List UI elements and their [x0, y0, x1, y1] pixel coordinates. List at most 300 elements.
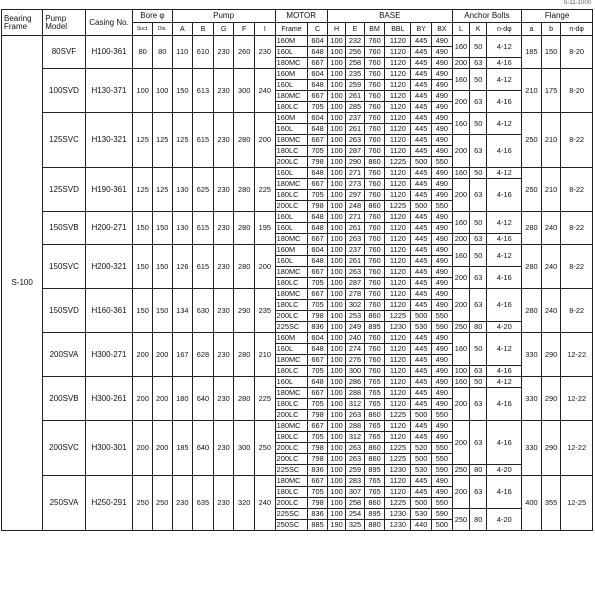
base-bm-cell: 760	[364, 234, 385, 245]
base-e-cell: 287	[346, 146, 364, 157]
base-bbl-cell: 1230	[385, 322, 411, 333]
bore-dis-cell: 80	[152, 36, 172, 69]
anchor-l-cell: 160	[452, 377, 469, 388]
base-bm-cell: 765	[364, 476, 385, 487]
base-by-cell: 445	[411, 91, 432, 102]
base-e-cell: 258	[346, 498, 364, 509]
base-bx-cell: 490	[432, 179, 453, 190]
base-e-cell: 263	[346, 410, 364, 421]
motor-frame-cell: 160L	[275, 223, 308, 234]
motor-frame-cell: 180MC	[275, 421, 308, 432]
flange-nd-cell: 8-20	[561, 69, 593, 113]
base-by-cell: 445	[411, 432, 432, 443]
bore-suct-cell: 80	[133, 36, 153, 69]
base-bx-cell: 490	[432, 432, 453, 443]
casing-no-cell: H160-361	[85, 289, 133, 333]
motor-frame-cell: 160M	[275, 245, 308, 256]
base-bbl-cell: 1225	[385, 498, 411, 509]
motor-frame-cell: 180LC	[275, 487, 308, 498]
motor-c-cell: 705	[308, 487, 328, 498]
base-bm-cell: 760	[364, 190, 385, 201]
base-e-cell: 271	[346, 168, 364, 179]
pump-g-cell: 230	[213, 289, 234, 333]
motor-c-cell: 667	[308, 234, 328, 245]
base-e-cell: 273	[346, 179, 364, 190]
anchor-nd-cell: 4-16	[487, 91, 522, 113]
bore-dis-cell: 250	[152, 476, 172, 531]
base-e-cell: 286	[346, 377, 364, 388]
base-bx-cell: 490	[432, 267, 453, 278]
anchor-nd-cell: 4-16	[487, 135, 522, 168]
base-by-cell: 445	[411, 190, 432, 201]
base-bbl-cell: 1120	[385, 69, 411, 80]
motor-frame-cell: 160M	[275, 36, 308, 47]
motor-frame-cell: 180MC	[275, 355, 308, 366]
base-by-cell: 500	[411, 201, 432, 212]
base-by-cell: 445	[411, 267, 432, 278]
base-bbl-cell: 1120	[385, 91, 411, 102]
base-bx-cell: 550	[432, 443, 453, 454]
casing-no-cell: H130-371	[85, 69, 133, 113]
base-bx-cell: 490	[432, 47, 453, 58]
motor-c-cell: 648	[308, 377, 328, 388]
table-row	[2, 113, 593, 124]
casing-no-cell: H300-261	[85, 377, 133, 421]
motor-c-cell: 648	[308, 47, 328, 58]
flange-b-subheader: b	[541, 23, 561, 36]
base-bbl-cell: 1225	[385, 443, 411, 454]
pump-g-subheader: G	[213, 23, 234, 36]
motor-frame-cell: 180LC	[275, 366, 308, 377]
bore-suct-cell: 250	[133, 476, 153, 531]
casing-no-cell: H100-361	[85, 36, 133, 69]
base-h-cell: 100	[327, 322, 345, 333]
base-by-cell: 445	[411, 355, 432, 366]
base-bm-cell: 760	[364, 69, 385, 80]
base-bbl-cell: 1120	[385, 245, 411, 256]
base-bbl-cell: 1120	[385, 36, 411, 47]
base-h-cell: 100	[327, 487, 345, 498]
pump-model-cell: 200SVC	[43, 421, 85, 476]
motor-c-cell: 798	[308, 201, 328, 212]
base-bm-cell: 765	[364, 399, 385, 410]
base-by-cell: 445	[411, 366, 432, 377]
pump-g-cell: 230	[213, 245, 234, 289]
motor-c-cell: 648	[308, 124, 328, 135]
pump-b-cell: 640	[193, 377, 214, 421]
base-h-cell: 100	[327, 410, 345, 421]
base-by-cell: 445	[411, 377, 432, 388]
base-e-cell: 271	[346, 212, 364, 223]
base-bx-cell: 490	[432, 36, 453, 47]
base-h-cell: 100	[327, 399, 345, 410]
base-bx-cell: 590	[432, 465, 453, 476]
base-h-cell: 100	[327, 289, 345, 300]
motor-frame-cell: 200LC	[275, 498, 308, 509]
bore-suct-cell: 100	[133, 69, 153, 113]
motor-c-cell: 667	[308, 267, 328, 278]
base-h-cell: 100	[327, 465, 345, 476]
flange-b-cell: 240	[541, 289, 561, 333]
base-bbl-cell: 1120	[385, 333, 411, 344]
base-e-cell: 287	[346, 278, 364, 289]
motor-frame-cell: 200LC	[275, 311, 308, 322]
anchor-nd-cell: 4-16	[487, 421, 522, 465]
motor-frame-cell: 160M	[275, 69, 308, 80]
flange-nd-cell: 8-22	[561, 113, 593, 168]
table-row	[2, 333, 593, 344]
bore-dis-cell: 150	[152, 245, 172, 289]
pump-b-cell: 615	[193, 245, 214, 289]
base-bbl-cell: 1120	[385, 289, 411, 300]
anchor-k-cell: 50	[470, 333, 487, 366]
flange-nd-cell: 8-22	[561, 245, 593, 289]
base-e-cell: 261	[346, 223, 364, 234]
motor-c-cell: 648	[308, 256, 328, 267]
base-e-cell: 263	[346, 443, 364, 454]
anchor-l-cell: 160	[452, 69, 469, 91]
base-bx-cell: 490	[432, 135, 453, 146]
anchor-nd-subheader: n-dφ	[487, 23, 522, 36]
pump-a-cell: 167	[172, 333, 193, 377]
base-bbl-cell: 1120	[385, 421, 411, 432]
flange-b-cell: 290	[541, 377, 561, 421]
motor-frame-cell: 180MC	[275, 388, 308, 399]
base-bm-cell: 860	[364, 498, 385, 509]
pump-i-cell: 200	[255, 245, 276, 289]
pump-g-cell: 230	[213, 333, 234, 377]
motor-c-subheader: C	[308, 23, 328, 36]
pump-a-cell: 126	[172, 245, 193, 289]
base-by-cell: 445	[411, 80, 432, 91]
dimension-table	[1, 9, 593, 531]
motor-frame-cell: 180MC	[275, 135, 308, 146]
base-header: BASE	[327, 10, 452, 23]
motor-frame-cell: 160L	[275, 212, 308, 223]
anchor-k-cell: 63	[470, 91, 487, 113]
anchor-nd-cell: 4-12	[487, 113, 522, 135]
flange-b-cell: 290	[541, 421, 561, 476]
anchor-l-cell: 200	[452, 421, 469, 465]
base-by-cell: 445	[411, 135, 432, 146]
base-bm-cell: 760	[364, 135, 385, 146]
anchor-l-cell: 250	[452, 322, 469, 333]
base-by-cell: 445	[411, 476, 432, 487]
anchor-k-cell: 50	[470, 36, 487, 58]
dis-subheader: Dis.	[152, 23, 172, 36]
pump-b-cell: 613	[193, 69, 214, 113]
base-bbl-cell: 1120	[385, 234, 411, 245]
anchor-k-cell: 63	[470, 476, 487, 509]
pump-i-cell: 195	[255, 212, 276, 245]
base-h-cell: 100	[327, 80, 345, 91]
anchor-nd-cell: 4-16	[487, 179, 522, 212]
base-e-cell: 263	[346, 135, 364, 146]
anchor-k-cell: 80	[470, 465, 487, 476]
casing-no-cell: H200-271	[85, 212, 133, 245]
motor-frame-cell: 180MC	[275, 58, 308, 69]
anchor-nd-cell: 4-16	[487, 476, 522, 509]
base-e-cell: 300	[346, 366, 364, 377]
base-bbl-cell: 1225	[385, 454, 411, 465]
base-bx-cell: 550	[432, 410, 453, 421]
base-bm-cell: 760	[364, 102, 385, 113]
base-bm-cell: 860	[364, 157, 385, 168]
base-bx-cell: 490	[432, 212, 453, 223]
pump-g-cell: 230	[213, 113, 234, 168]
base-bm-cell: 760	[364, 355, 385, 366]
base-h-cell: 100	[327, 157, 345, 168]
pump-f-cell: 280	[234, 377, 255, 421]
anchor-nd-cell: 4-12	[487, 36, 522, 58]
base-bx-cell: 490	[432, 58, 453, 69]
motor-frame-cell: 225SC	[275, 509, 308, 520]
base-bm-cell: 880	[364, 520, 385, 531]
base-by-cell: 445	[411, 124, 432, 135]
anchor-l-cell: 200	[452, 234, 469, 245]
base-h-cell: 100	[327, 256, 345, 267]
suct-subheader: Suct.	[133, 23, 153, 36]
anchor-k-cell: 50	[470, 69, 487, 91]
base-h-cell: 100	[327, 443, 345, 454]
pump-a-cell: 134	[172, 289, 193, 333]
anchor-k-cell: 63	[470, 179, 487, 212]
pump-model-cell: 125SVD	[43, 168, 85, 212]
casing-no-cell: H130-321	[85, 113, 133, 168]
motor-frame-cell: 180LC	[275, 399, 308, 410]
base-e-cell: 259	[346, 465, 364, 476]
motor-frame-cell: 180LC	[275, 300, 308, 311]
anchor-nd-cell: 4-12	[487, 69, 522, 91]
pump-i-cell: 250	[255, 421, 276, 476]
flange-b-cell: 240	[541, 245, 561, 289]
pump-b-cell: 635	[193, 476, 214, 531]
base-by-cell: 445	[411, 146, 432, 157]
casing-no-cell: H300-271	[85, 333, 133, 377]
base-bbl-cell: 1230	[385, 509, 411, 520]
base-bm-cell: 760	[364, 267, 385, 278]
bore-suct-cell: 150	[133, 245, 153, 289]
motor-header: MOTOR	[275, 10, 327, 23]
base-bbl-cell: 1120	[385, 278, 411, 289]
base-bbl-cell: 1120	[385, 476, 411, 487]
anchor-k-cell: 63	[470, 58, 487, 69]
motor-c-cell: 705	[308, 102, 328, 113]
pump-g-cell: 230	[213, 421, 234, 476]
pump-f-cell: 260	[234, 36, 255, 69]
base-bx-cell: 550	[432, 454, 453, 465]
flange-a-cell: 210	[522, 69, 542, 113]
flange-a-cell: 330	[522, 333, 542, 377]
base-bm-cell: 760	[364, 278, 385, 289]
base-by-cell: 445	[411, 289, 432, 300]
flange-a-cell: 400	[522, 476, 542, 531]
base-bbl-cell: 1120	[385, 399, 411, 410]
anchor-nd-cell: 4-20	[487, 322, 522, 333]
table-row	[2, 212, 593, 223]
base-bbl-cell: 1120	[385, 267, 411, 278]
bore-suct-cell: 200	[133, 421, 153, 476]
base-h-cell: 100	[327, 179, 345, 190]
anchor-k-cell: 50	[470, 168, 487, 179]
base-bm-cell: 760	[364, 91, 385, 102]
base-bbl-cell: 1120	[385, 102, 411, 113]
flange-a-subheader: a	[522, 23, 542, 36]
pump-model-cell: 250SVA	[43, 476, 85, 531]
pump-b-cell: 640	[193, 421, 214, 476]
motor-frame-cell: 160L	[275, 344, 308, 355]
base-bm-cell: 860	[364, 454, 385, 465]
casing-no-cell: H190-361	[85, 168, 133, 212]
motor-frame-cell: 160L	[275, 47, 308, 58]
flange-nd-cell: 8-22	[561, 289, 593, 333]
motor-c-cell: 648	[308, 168, 328, 179]
base-by-cell: 445	[411, 333, 432, 344]
motor-c-cell: 798	[308, 157, 328, 168]
motor-c-cell: 798	[308, 410, 328, 421]
base-bx-cell: 490	[432, 366, 453, 377]
base-e-cell: 240	[346, 333, 364, 344]
pump-i-cell: 240	[255, 69, 276, 113]
base-h-cell: 100	[327, 124, 345, 135]
anchor-nd-cell: 4-16	[487, 366, 522, 377]
motor-frame-cell: 180MC	[275, 267, 308, 278]
motor-c-cell: 705	[308, 190, 328, 201]
motor-c-cell: 648	[308, 212, 328, 223]
base-bbl-cell: 1225	[385, 201, 411, 212]
pump-b-cell: 625	[193, 168, 214, 212]
pump-g-cell: 230	[213, 168, 234, 212]
flange-b-cell: 290	[541, 333, 561, 377]
motor-c-cell: 667	[308, 289, 328, 300]
base-bbl-cell: 1225	[385, 311, 411, 322]
base-h-cell: 100	[327, 201, 345, 212]
motor-frame-cell: 160L	[275, 168, 308, 179]
motor-c-cell: 667	[308, 91, 328, 102]
base-by-cell: 500	[411, 311, 432, 322]
base-h-cell: 100	[327, 311, 345, 322]
base-by-cell: 500	[411, 498, 432, 509]
table-row	[2, 421, 593, 432]
base-e-cell: 312	[346, 399, 364, 410]
base-h-cell: 100	[327, 432, 345, 443]
base-bm-cell: 765	[364, 421, 385, 432]
base-by-cell: 445	[411, 256, 432, 267]
flange-b-cell: 150	[541, 36, 561, 69]
base-bbl-cell: 1120	[385, 344, 411, 355]
base-h-cell: 100	[327, 245, 345, 256]
base-bbl-cell: 1120	[385, 168, 411, 179]
motor-c-cell: 648	[308, 344, 328, 355]
base-e-cell: 278	[346, 289, 364, 300]
anchor-l-cell: 100	[452, 366, 469, 377]
base-bbl-cell: 1120	[385, 58, 411, 69]
bore-dis-cell: 200	[152, 421, 172, 476]
base-h-cell: 100	[327, 355, 345, 366]
motor-frame-cell: 180MC	[275, 289, 308, 300]
corner-text: S-11-1000	[563, 0, 591, 6]
base-bbl-cell: 1120	[385, 377, 411, 388]
anchor-nd-cell: 4-16	[487, 289, 522, 322]
anchor-l-cell: 250	[452, 509, 469, 531]
pump-a-cell: 110	[172, 36, 193, 69]
base-e-cell: 297	[346, 190, 364, 201]
base-bm-cell: 765	[364, 388, 385, 399]
table-row	[2, 289, 593, 300]
base-bx-cell: 490	[432, 289, 453, 300]
pump-model-header: Pump Model	[43, 10, 85, 36]
anchor-l-cell: 160	[452, 36, 469, 58]
bore-dis-cell: 200	[152, 333, 172, 377]
pump-model-cell: 80SVF	[43, 36, 85, 69]
base-by-cell: 445	[411, 388, 432, 399]
base-by-subheader: BY	[411, 23, 432, 36]
pump-i-cell: 225	[255, 377, 276, 421]
flange-b-cell: 175	[541, 69, 561, 113]
bore-header: Bore φ	[133, 10, 172, 23]
base-bm-cell: 895	[364, 465, 385, 476]
base-bx-cell: 490	[432, 146, 453, 157]
base-h-cell: 100	[327, 146, 345, 157]
flange-nd-cell: 8-22	[561, 212, 593, 245]
motor-frame-cell: 160M	[275, 113, 308, 124]
base-bx-cell: 490	[432, 234, 453, 245]
flange-a-cell: 330	[522, 421, 542, 476]
motor-frame-cell: 200LC	[275, 157, 308, 168]
motor-c-cell: 798	[308, 454, 328, 465]
base-h-cell: 100	[327, 212, 345, 223]
base-bx-cell: 490	[432, 102, 453, 113]
pump-f-cell: 320	[234, 476, 255, 531]
motor-frame-cell: 250SC	[275, 520, 308, 531]
table-row	[2, 245, 593, 256]
anchor-l-cell: 160	[452, 245, 469, 267]
base-bbl-cell: 1120	[385, 190, 411, 201]
base-e-cell: 248	[346, 201, 364, 212]
flange-a-cell: 280	[522, 289, 542, 333]
base-e-cell: 249	[346, 322, 364, 333]
casing-no-cell: H250-291	[85, 476, 133, 531]
base-by-cell: 445	[411, 47, 432, 58]
base-bm-cell: 760	[364, 58, 385, 69]
base-e-cell: 253	[346, 311, 364, 322]
pump-f-cell: 300	[234, 69, 255, 113]
base-bbl-subheader: BBL	[385, 23, 411, 36]
anchor-l-cell: 200	[452, 289, 469, 322]
table-row	[2, 36, 593, 47]
motor-c-cell: 705	[308, 146, 328, 157]
base-by-cell: 530	[411, 509, 432, 520]
anchor-nd-cell: 4-12	[487, 333, 522, 366]
pump-i-cell: 210	[255, 333, 276, 377]
base-h-cell: 100	[327, 234, 345, 245]
motor-c-cell: 798	[308, 311, 328, 322]
pump-b-cell: 610	[193, 36, 214, 69]
base-bbl-cell: 1230	[385, 465, 411, 476]
base-bx-cell: 490	[432, 124, 453, 135]
base-h-cell: 100	[327, 91, 345, 102]
bore-suct-cell: 150	[133, 289, 153, 333]
pump-i-subheader: I	[255, 23, 276, 36]
pump-g-cell: 230	[213, 69, 234, 113]
bore-dis-cell: 100	[152, 69, 172, 113]
base-e-cell: 256	[346, 47, 364, 58]
table-body	[2, 36, 593, 531]
base-bx-subheader: BX	[432, 23, 453, 36]
pump-i-cell: 230	[255, 36, 276, 69]
anchor-l-cell: 200	[452, 476, 469, 509]
base-bbl-cell: 1120	[385, 80, 411, 91]
